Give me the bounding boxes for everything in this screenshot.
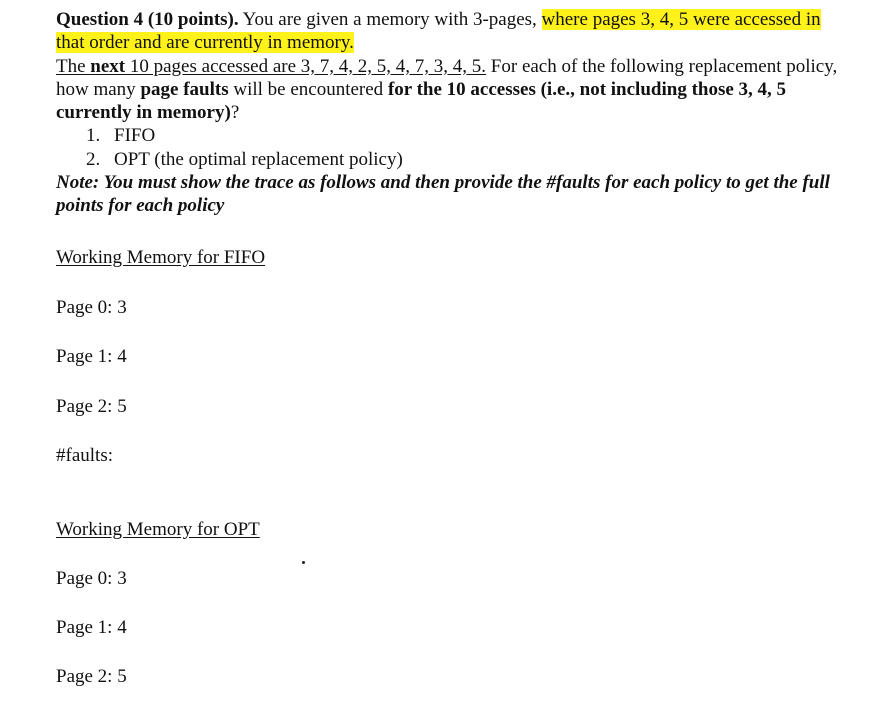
note-text: Note: You must show the trace as follows and then provide the #faults for each policy to get the full points for each policy: [56, 172, 830, 217]
policy-number: 1.: [86, 125, 101, 147]
opt-heading: Working Memory for OPT: [56, 519, 260, 540]
policy-text-1: For each of the following replacement policy, how many: [56, 55, 838, 100]
policy-list: [56, 124, 846, 171]
policy-label: OPT (the optimal replacement policy): [114, 148, 403, 170]
policy-label: FIFO: [114, 125, 156, 147]
fifo-page-0: Page 0: 3: [56, 297, 127, 318]
policy-item-fifo: [86, 124, 846, 147]
opt-page-2: Page 2: 5: [56, 666, 127, 687]
next-prefix: The: [56, 55, 91, 77]
policy-number: 2.: [86, 148, 101, 170]
page-faults-bold: page faults: [140, 78, 229, 100]
fifo-page-2: Page 2: 5: [56, 396, 127, 417]
opt-page-0: Page 0: 3: [56, 568, 127, 589]
opt-page-1: Page 1: 4: [56, 617, 127, 638]
highlighted-text: where pages 3, 4, 5 were accessed in that order and are currently in memory.: [56, 9, 821, 54]
access-sequence: 10 pages accessed are 3, 7, 4, 2, 5, 4, 7, 3, 4, 5.: [125, 55, 487, 77]
question-block: [56, 8, 846, 218]
policy-text-2: will be encountered: [228, 78, 388, 100]
question-label: Question 4 (10 points).: [56, 9, 239, 30]
policy-item-opt: [86, 148, 846, 171]
next-bold: next: [90, 55, 126, 77]
fifo-page-1: Page 1: 4: [56, 346, 127, 367]
for-accesses-bold: for the 10 accesses (i.e., not including those 3, 4, 5 currently in memory): [56, 78, 787, 124]
question-intro: You are given a memory with 3-pages,: [238, 9, 542, 30]
stray-dot: [302, 561, 305, 564]
access-paragraph: [56, 55, 846, 125]
fifo-heading: Working Memory for FIFO: [56, 247, 266, 268]
question-paragraph: [56, 8, 846, 55]
question-mark: ?: [230, 102, 240, 124]
fifo-faults-label: #faults:: [56, 445, 113, 466]
